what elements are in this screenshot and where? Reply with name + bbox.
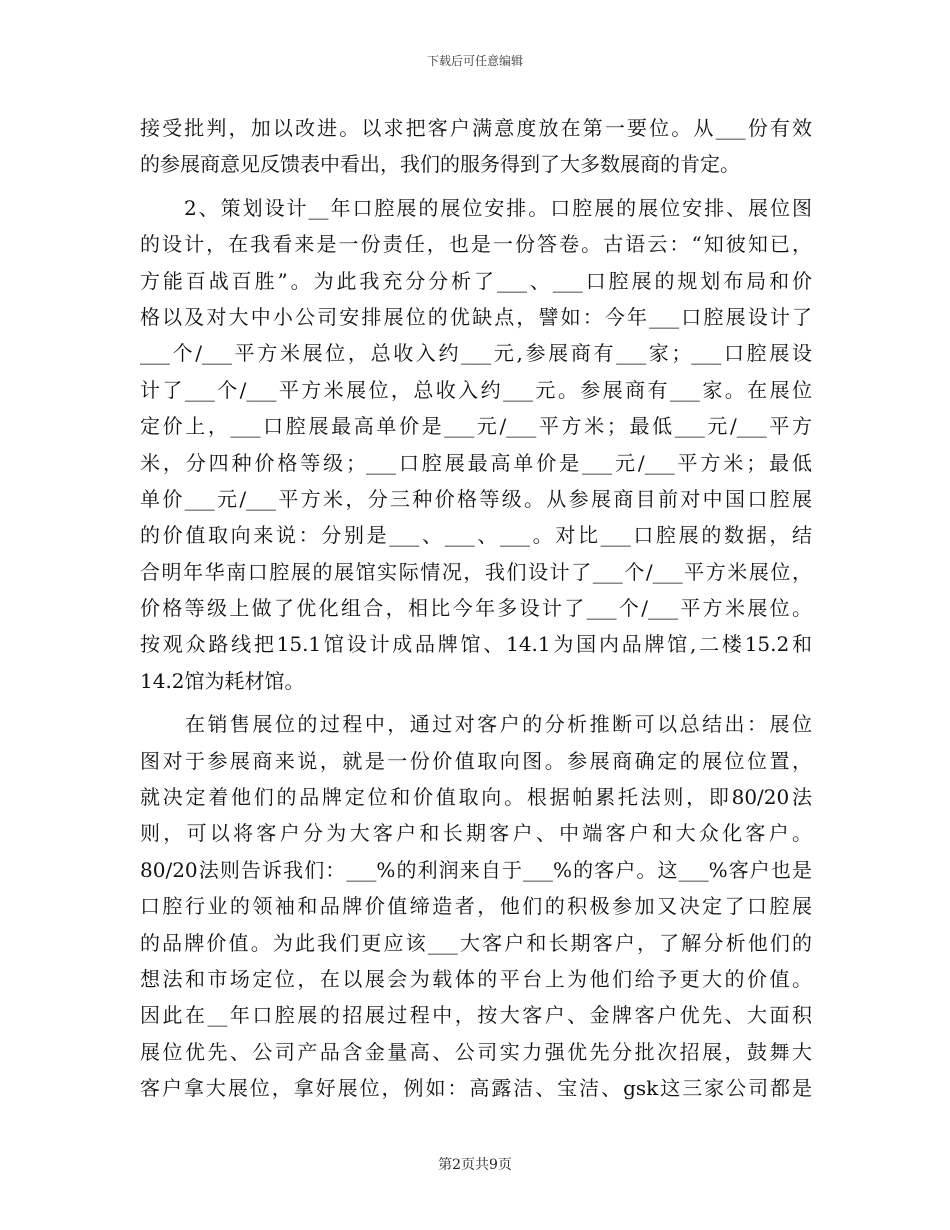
text-line: 定价上，___口腔展最高单价是___元/___平方米；最低___元/___平方 bbox=[140, 414, 812, 439]
paragraph-1 bbox=[140, 110, 812, 183]
text-line: 的设计，在我看来是一份责任，也是一份答卷。古语云：“知彼知已， bbox=[140, 232, 812, 257]
text-line: 格以及对大中小公司安排展位的优缺点，譬如：今年___口腔展设计了 bbox=[140, 304, 812, 329]
text-line: 计了___个/___平方米展位，总收入约___元。参展商有___家。在展位 bbox=[140, 377, 812, 402]
text-line: 的品牌价值。为此我们更应该___大客户和长期客户，了解分析他们的 bbox=[140, 930, 812, 955]
text-line: 在销售展位的过程中，通过对客户的分析推断可以总结出：展位 bbox=[140, 712, 812, 737]
paragraph-2 bbox=[140, 190, 812, 699]
text-line: ___个/___平方米展位，总收入约___元,参展商有___家；___口腔展设 bbox=[140, 341, 812, 366]
document-body bbox=[140, 110, 812, 1107]
text-line: 80/20法则告诉我们：___%的利润来自于___%的客户。这___%客户也是 bbox=[140, 857, 812, 882]
text-line: 方能百战百胜”。为此我充分分析了___、___口腔展的规划布局和价 bbox=[140, 268, 812, 293]
text-line: 14.2馆为耗材馆。 bbox=[140, 668, 305, 693]
text-line: 想法和市场定位，在以展会为载体的平台上为他们给予更大的价值。 bbox=[140, 966, 812, 991]
page-header-note: 下载后可任意编辑 bbox=[426, 54, 523, 68]
text-line: 则，可以将客户分为大客户和长期客户、中端客户和大众化客户。 bbox=[140, 821, 812, 846]
text-line: 2、策划设计__年口腔展的展位安排。口腔展的展位安排、展位图 bbox=[140, 195, 812, 220]
text-line: 接受批判，加以改进。以求把客户满意度放在第一要位。从___份有效 bbox=[140, 116, 812, 140]
text-line: 合明年华南口腔展的展馆实际情况，我们设计了___个/___平方米展位， bbox=[140, 559, 812, 584]
text-line: 就决定着他们的品牌定位和价值取向。根据帕累托法则，即80/20法 bbox=[140, 785, 812, 810]
text-line: 按观众路线把15.1馆设计成品牌馆、14.1为国内品牌馆,二楼15.2和 bbox=[140, 632, 812, 657]
text-line: 图对于参展商来说，就是一份价值取向图。参展商确定的展位位置， bbox=[140, 748, 812, 773]
text-line: 客户拿大展位，拿好展位，例如：高露洁、宝洁、gsk这三家公司都是 bbox=[140, 1076, 812, 1101]
paragraph-3 bbox=[140, 706, 812, 1106]
text-line: 展位优先、公司产品含金量高、公司实力强优先分批次招展，鼓舞大 bbox=[140, 1039, 812, 1064]
text-line: 的价值取向来说：分别是___、___、___。对比___口腔展的数据，结 bbox=[140, 523, 812, 548]
text-line: 价格等级上做了优化组合，相比今年多设计了___个/___平方米展位。 bbox=[140, 596, 812, 621]
page-number: 第2页共9页 bbox=[438, 1157, 512, 1173]
text-line: 口腔行业的领袖和品牌价值缔造者，他们的积极参加又决定了口腔展 bbox=[140, 894, 812, 919]
text-line: 米，分四种价格等级；___口腔展最高单价是___元/___平方米；最低 bbox=[140, 450, 812, 475]
text-line: 单价___元/___平方米，分三种价格等级。从参展商目前对中国口腔展 bbox=[140, 486, 812, 511]
text-line: 的参展商意见反馈表中看出，我们的服务得到了大多数展商的肯定。 bbox=[140, 152, 740, 177]
text-line: 因此在__年口腔展的招展过程中，按大客户、金牌客户优先、大面积 bbox=[140, 1003, 812, 1028]
